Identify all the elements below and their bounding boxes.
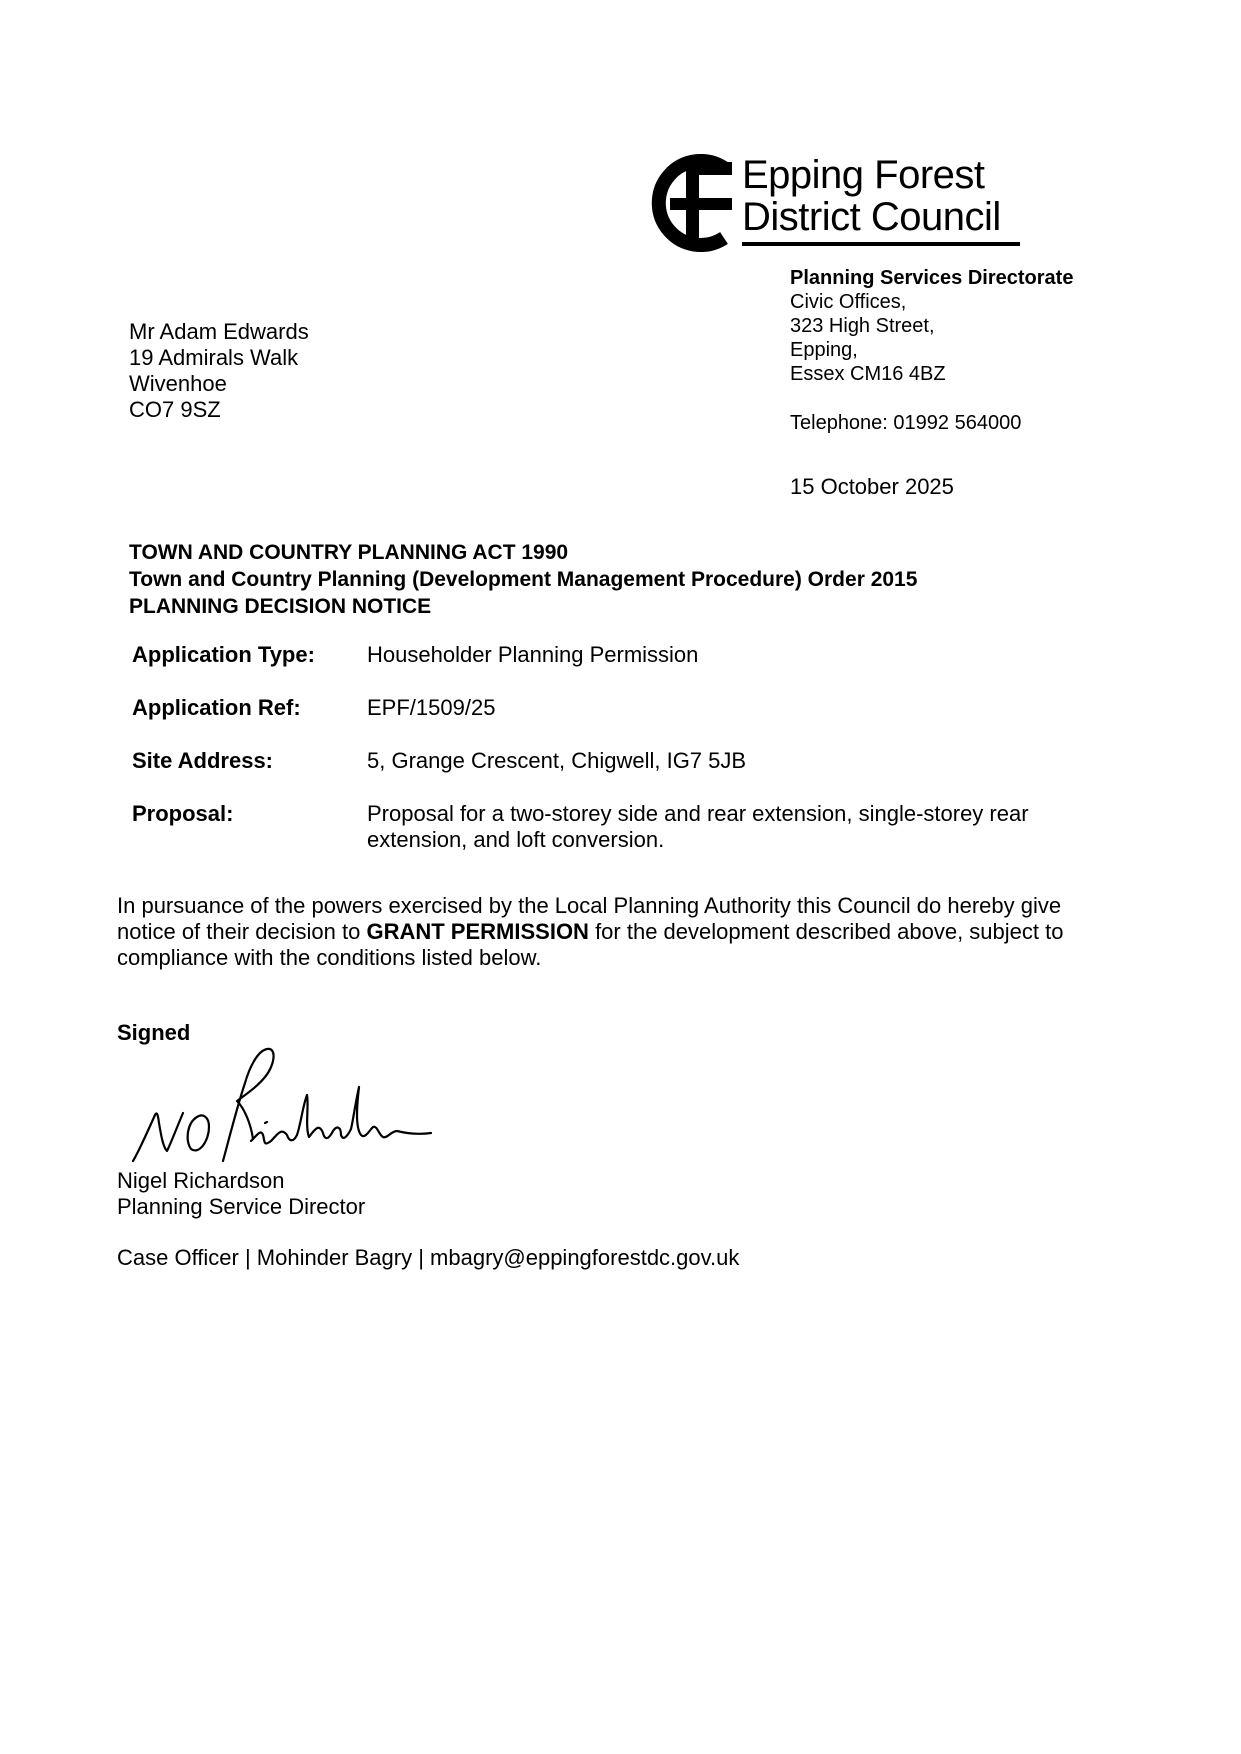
council-address-line: Essex CM16 4BZ bbox=[790, 363, 946, 385]
detail-row-application-type bbox=[132, 642, 1092, 668]
case-officer-line: Case Officer | Mohinder Bagry | mbagry@eppingforestdc.gov.uk bbox=[117, 1245, 740, 1270]
act-heading: TOWN AND COUNTRY PLANNING ACT 1990 bbox=[129, 541, 569, 564]
recipient-name: Mr Adam Edwards bbox=[129, 319, 309, 344]
decision-paragraph bbox=[117, 893, 1117, 971]
council-logo bbox=[650, 150, 1030, 250]
signatory-title: Planning Service Director bbox=[117, 1194, 366, 1219]
detail-row-proposal bbox=[132, 801, 1092, 853]
council-address-line: Civic Offices, bbox=[790, 291, 907, 313]
logo-line-1: Epping Forest bbox=[742, 153, 985, 197]
notice-headings bbox=[129, 539, 917, 620]
detail-label: Proposal: bbox=[132, 801, 234, 826]
handwritten-signature bbox=[125, 1043, 435, 1168]
recipient-address-line: CO7 9SZ bbox=[129, 397, 221, 422]
recipient-address-line: Wivenhoe bbox=[129, 371, 227, 396]
council-logo-mark-icon bbox=[650, 154, 746, 252]
council-address-line: Epping, bbox=[790, 339, 858, 361]
decision-text-before: In pursuance of the powers exercised by the Local Planning Authority this Council do hereby give notice of their decision to bbox=[117, 893, 1062, 944]
order-heading: Town and Country Planning (Development Management Procedure) Order 2015 bbox=[129, 568, 918, 591]
notice-title: PLANNING DECISION NOTICE bbox=[129, 595, 432, 618]
detail-label: Application Ref: bbox=[132, 695, 301, 720]
directorate-name: Planning Services Directorate bbox=[790, 267, 1074, 289]
signed-label: Signed bbox=[117, 1020, 191, 1045]
detail-label: Application Type: bbox=[132, 642, 315, 667]
recipient-address-line: 19 Admirals Walk bbox=[129, 345, 299, 370]
detail-row-application-ref bbox=[132, 695, 1092, 721]
council-address-block bbox=[790, 266, 1073, 386]
council-logo-text bbox=[742, 154, 1001, 238]
detail-value: Householder Planning Permission bbox=[367, 642, 699, 667]
decision-outcome: GRANT PERMISSION bbox=[366, 919, 589, 944]
logo-line-2: District Council bbox=[742, 195, 1001, 239]
application-details bbox=[132, 642, 1092, 880]
logo-underline bbox=[742, 242, 1020, 246]
detail-label: Site Address: bbox=[132, 748, 274, 773]
detail-value: 5, Grange Crescent, Chigwell, IG7 5JB bbox=[367, 748, 747, 773]
signatory-name: Nigel Richardson bbox=[117, 1168, 285, 1193]
detail-row-site-address bbox=[132, 748, 1092, 774]
signatory-block bbox=[117, 1168, 365, 1220]
council-address-line: 323 High Street, bbox=[790, 315, 935, 337]
detail-value: EPF/1509/25 bbox=[367, 695, 496, 720]
decision-text-after: for the development described above, subject to compliance with the conditions listed below. bbox=[117, 919, 1064, 970]
letter-date: 15 October 2025 bbox=[790, 474, 954, 499]
recipient-address-block bbox=[129, 319, 309, 423]
council-telephone: Telephone: 01992 564000 bbox=[790, 412, 1022, 434]
detail-value: Proposal for a two-storey side and rear extension, single-storey rear extension, and loft conversion. bbox=[367, 801, 1029, 852]
